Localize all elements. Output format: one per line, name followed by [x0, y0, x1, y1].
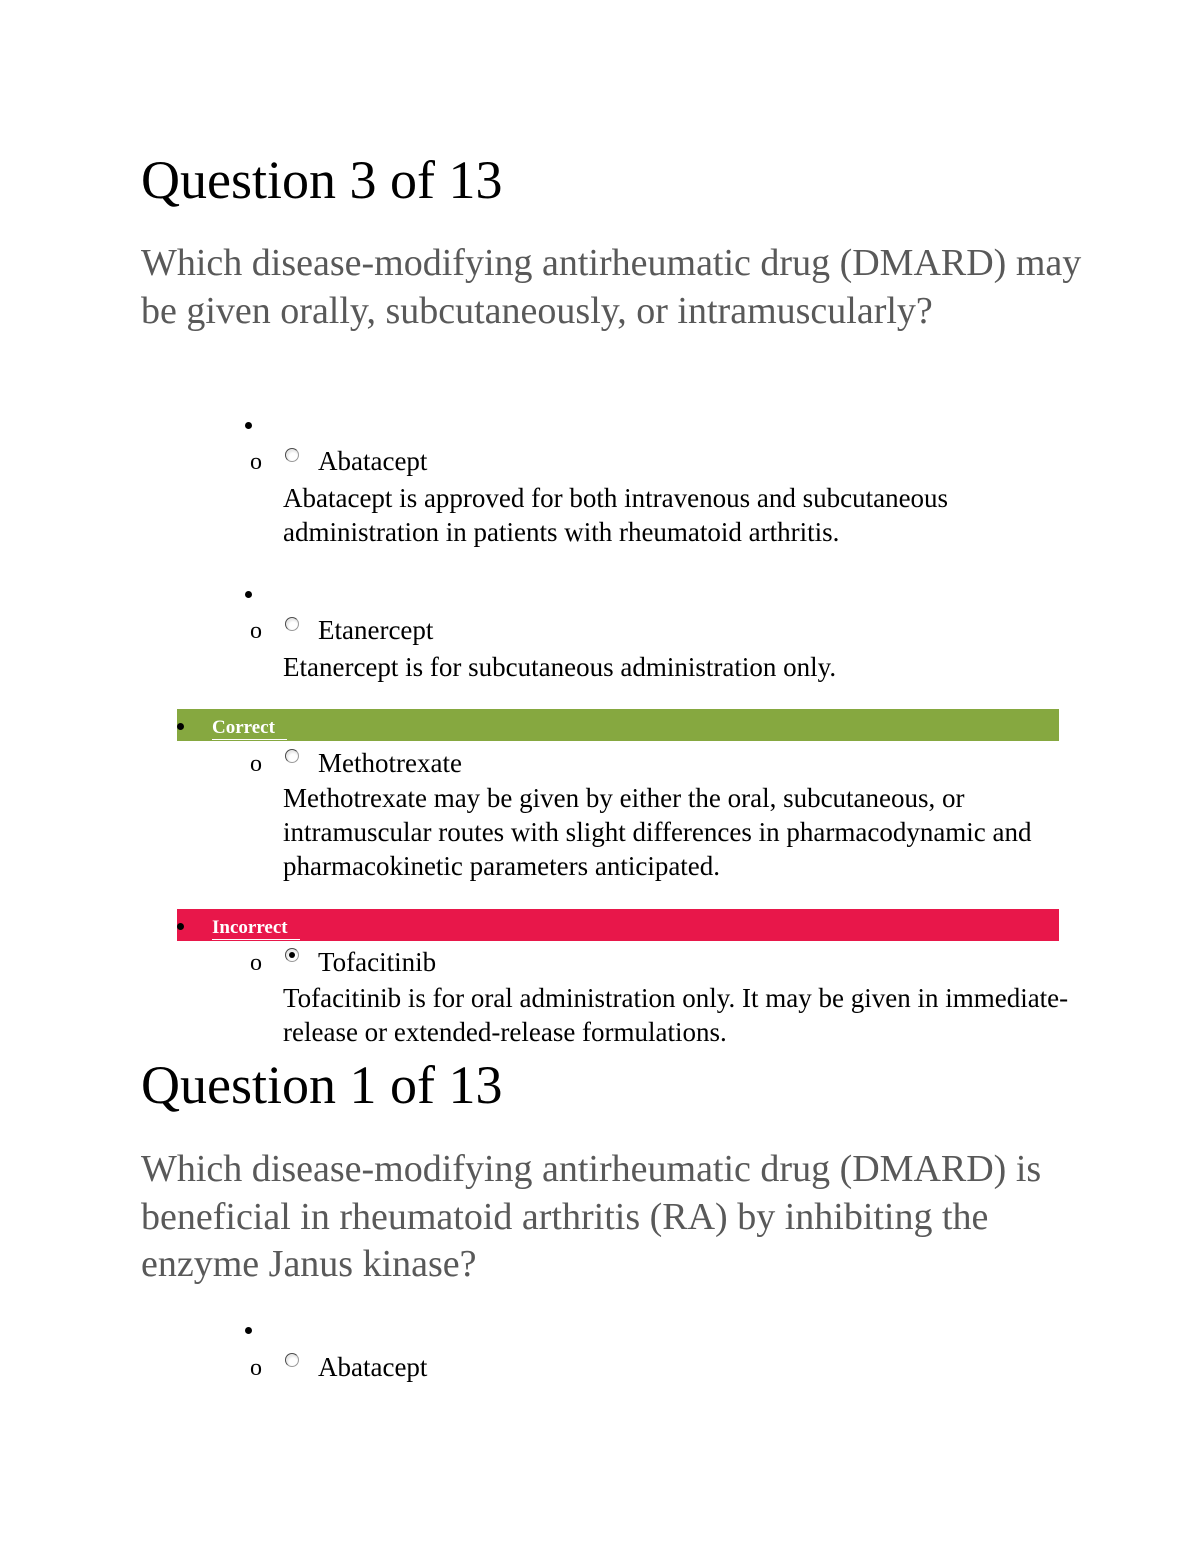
list-bullet	[245, 591, 252, 598]
option-explanation-methotrexate: Methotrexate may be given by either the oral, subcutaneous, or intramuscular routes with slight differences in pharmacodynamic and pharmacokinetic parameters anticipated.	[283, 783, 1032, 881]
option-explanation-etanercept: Etanercept is for subcutaneous administration only.	[283, 652, 837, 682]
radio-option-abatacept[interactable]	[285, 448, 299, 462]
option-explanation-abatacept: Abatacept is approved for both intravenous and subcutaneous administration in patients with rheumatoid arthritis.	[283, 483, 949, 547]
list-bullet	[177, 723, 184, 730]
option-label-abatacept[interactable]: Abatacept	[318, 446, 428, 476]
list-bullet	[177, 923, 184, 930]
list-bullet	[245, 1327, 252, 1334]
radio-option-abatacept-q1[interactable]	[285, 1353, 299, 1367]
option-label-etanercept[interactable]: Etanercept	[318, 615, 434, 645]
correct-status-label: Correct	[212, 717, 287, 740]
incorrect-status-banner	[177, 909, 1059, 941]
sub-list-marker: o	[250, 950, 262, 976]
question-1-prompt: Which disease-modifying antirheumatic drug (DMARD) is beneficial in rheumatoid arthritis (RA) by inhibiting the enzyme Janus kinase?	[141, 1148, 1042, 1285]
correct-status-banner	[177, 709, 1059, 741]
list-bullet	[245, 422, 252, 429]
sub-list-marker: o	[250, 1355, 262, 1381]
option-label-tofacitinib[interactable]: Tofacitinib	[318, 947, 437, 977]
option-explanation-tofacitinib: Tofacitinib is for oral administration only. It may be given in immediate-release or extended-release formulations.	[283, 983, 1069, 1047]
radio-option-tofacitinib-selected[interactable]	[285, 948, 299, 962]
option-label-methotrexate[interactable]: Methotrexate	[318, 748, 462, 778]
incorrect-status-label: Incorrect	[212, 917, 300, 940]
question-1-title: Question 1 of 13	[141, 1055, 503, 1115]
radio-option-methotrexate[interactable]	[285, 749, 299, 763]
option-label-abatacept-q1[interactable]: Abatacept	[318, 1352, 428, 1382]
question-3-prompt: Which disease-modifying antirheumatic drug (DMARD) may be given orally, subcutaneously, or intramuscularly?	[141, 242, 1082, 332]
radio-option-etanercept[interactable]	[285, 617, 299, 631]
sub-list-marker: o	[250, 449, 262, 475]
sub-list-marker: o	[250, 751, 262, 777]
sub-list-marker: o	[250, 618, 262, 644]
question-3-title: Question 3 of 13	[141, 150, 503, 210]
